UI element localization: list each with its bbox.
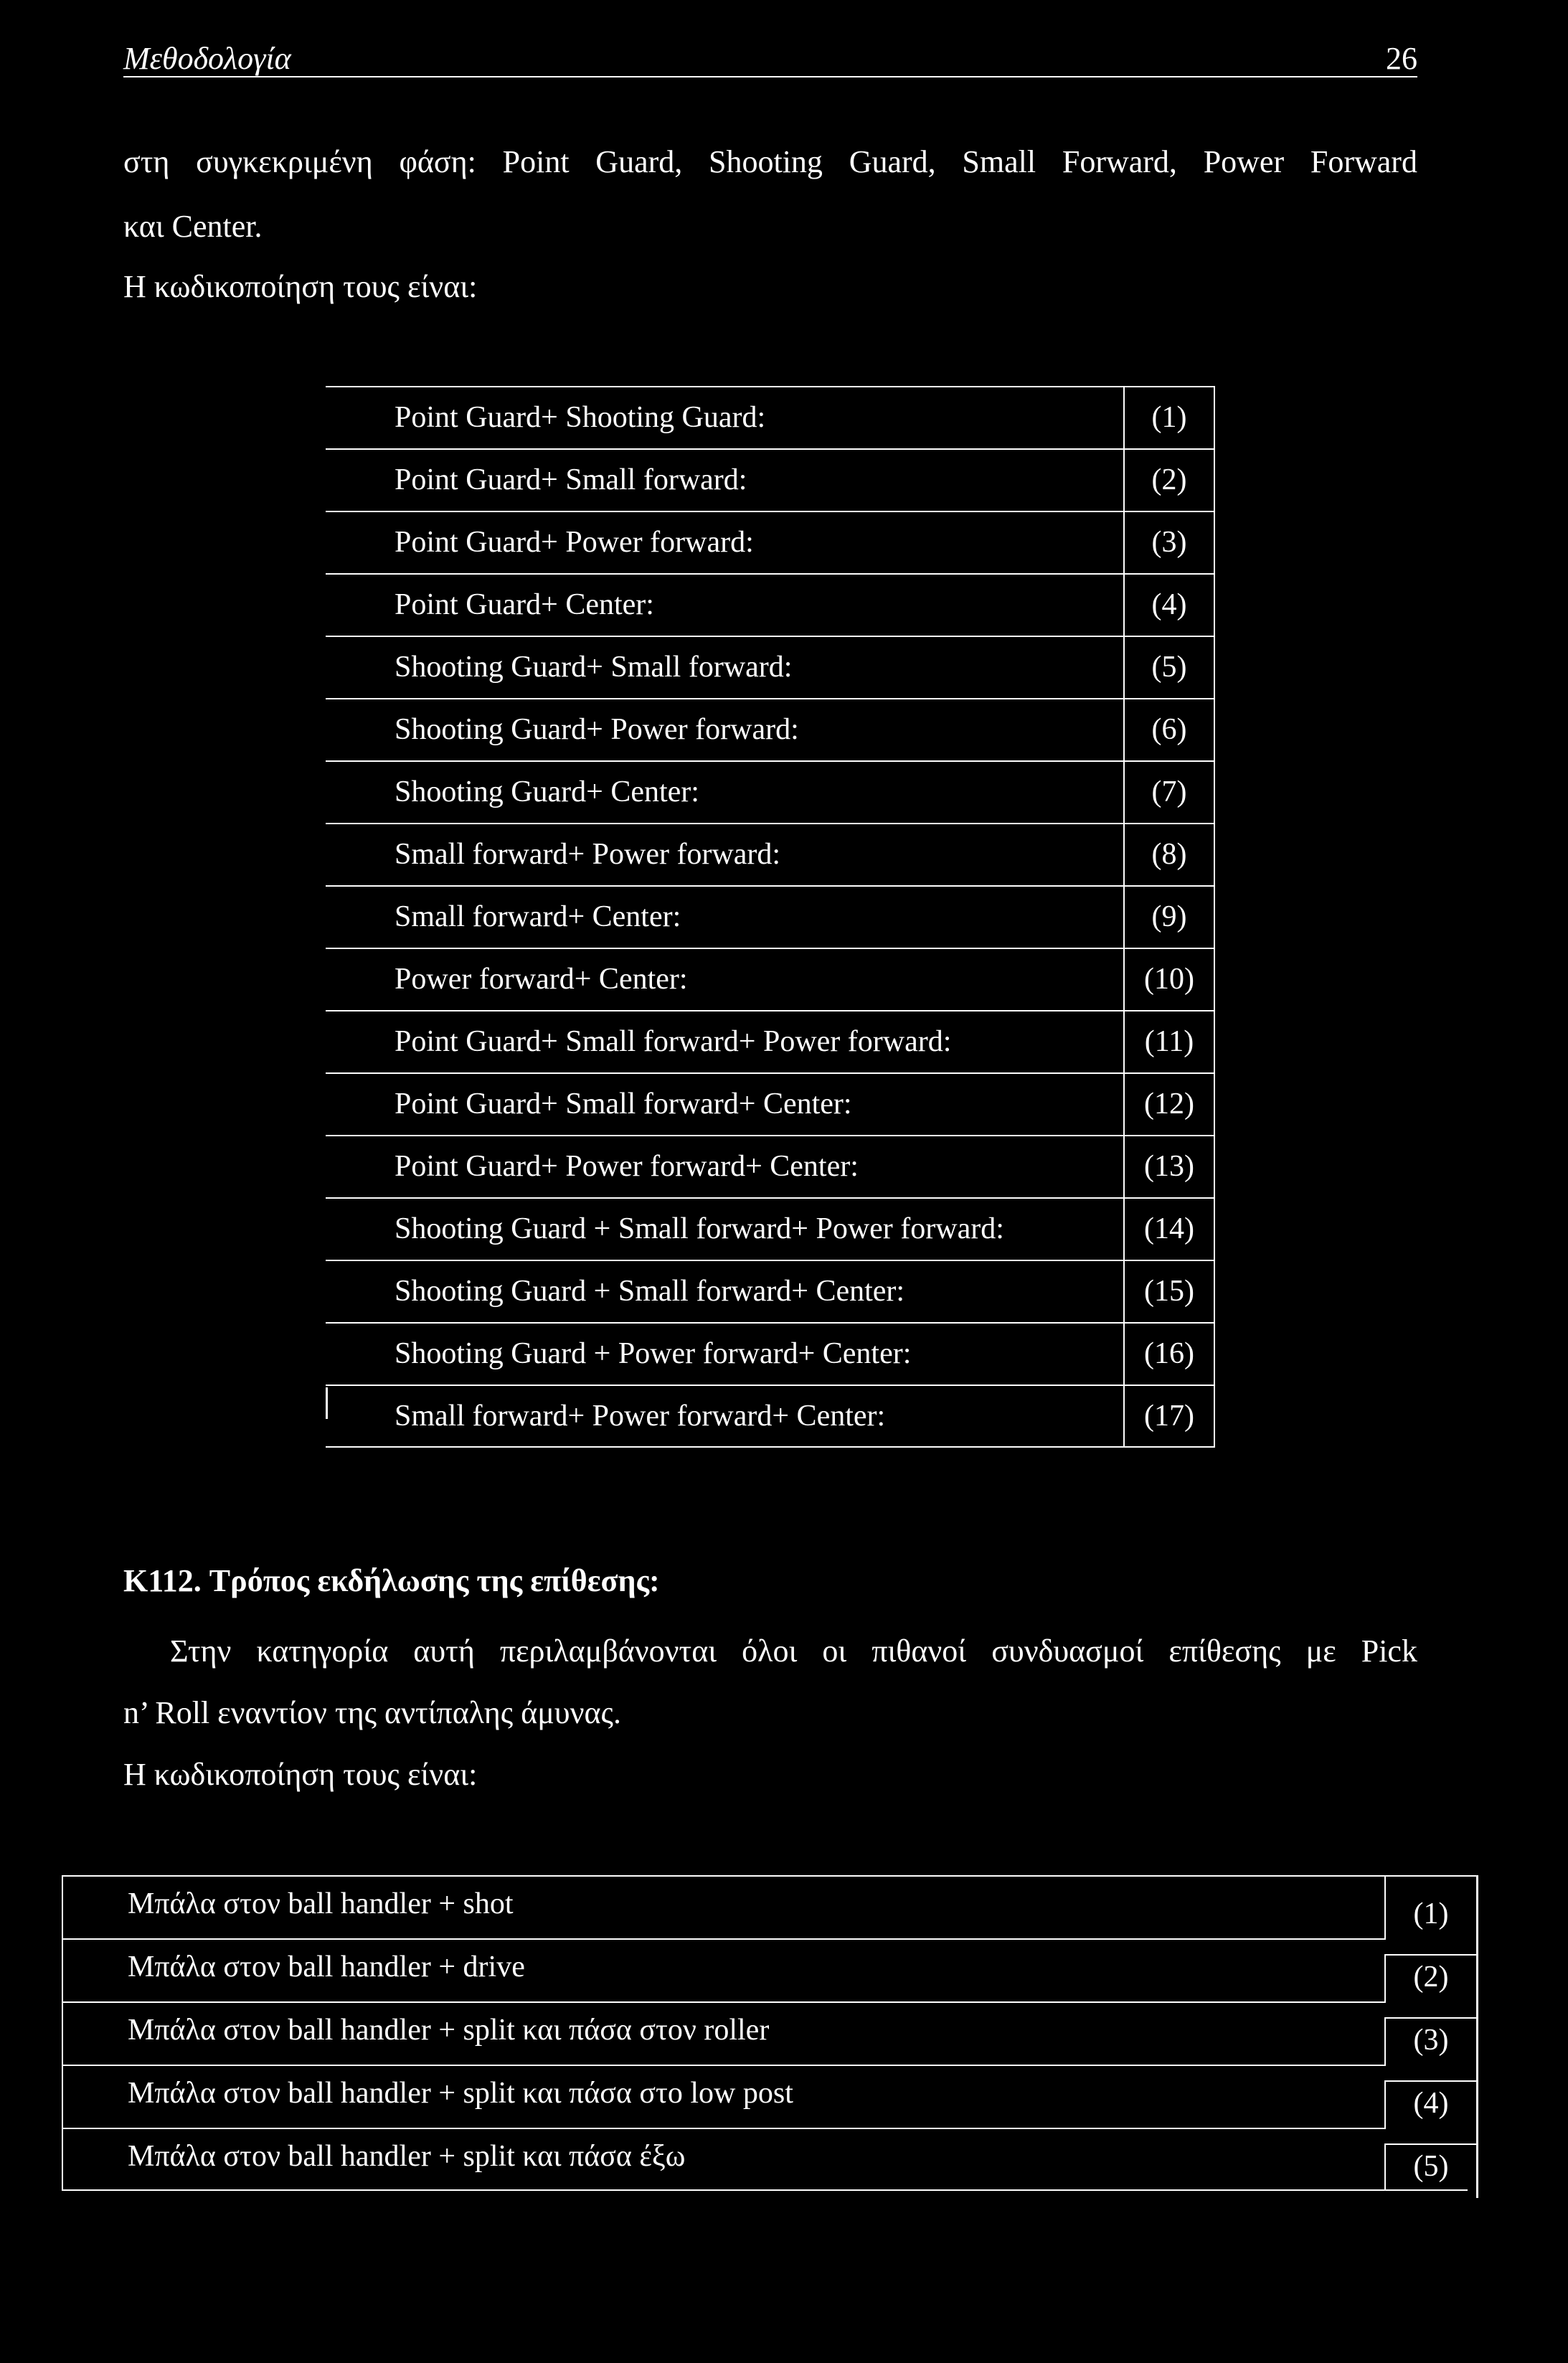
row-code: (2) [1151,463,1187,496]
word: συγκεκριμένη [196,144,373,179]
table-row [326,511,1215,573]
row-code: (9) [1151,900,1187,933]
table-row [326,698,1215,760]
row-divider [326,1322,1215,1324]
table-row [326,948,1215,1010]
intro-paragraph-line1 [123,141,1417,184]
row-label: Shooting Guard+ Center: [395,775,699,808]
row-code: (3) [1413,2024,1449,2057]
row-label: Small forward+ Power forward: [395,838,781,871]
pick-and-roll-coding-table [62,1875,1478,2191]
section-code: K112. [123,1563,202,1598]
section2-paragraph-line1 [170,1630,1417,1673]
row-code: (3) [1151,526,1187,559]
row-label: Shooting Guard + Power forward+ Center: [395,1337,912,1370]
row-divider [326,448,1215,450]
row-code: (11) [1144,1025,1194,1058]
row-code: (8) [1151,838,1187,871]
coding-label-1: Η κωδικοποίηση τους είναι: [123,269,478,304]
row-divider [62,2065,1386,2066]
word: Pick [1361,1633,1417,1669]
row-divider [62,2128,1386,2129]
row-code: (16) [1144,1337,1194,1370]
word: συνδυασμοί [991,1633,1144,1669]
intro-line1-words [123,141,1417,184]
section-title-text: Τρόπος εκδήλωσης της επίθεσης: [209,1563,660,1598]
row-divider [326,1197,1215,1199]
row-label: Point Guard+ Small forward+ Power forward: [395,1025,952,1058]
table-row [326,573,1215,636]
row-label: Μπάλα στον ball handler + split και πάσα στον roller [128,2014,770,2047]
row-label: Μπάλα στον ball handler + drive [128,1951,525,1984]
row-code: (7) [1151,775,1187,808]
table-row [326,1260,1215,1322]
row-divider [326,1135,1215,1136]
row-label: Power forward+ Center: [395,963,688,996]
table-row [326,823,1215,885]
row-label: Point Guard+ Center: [395,588,654,621]
row-label: Point Guard+ Power forward: [395,526,754,559]
row-label: Small forward+ Center: [395,900,681,933]
section2-line1-words [170,1630,1417,1673]
word: Forward, [1062,144,1177,179]
table-row [326,386,1215,448]
row-divider [326,823,1215,824]
row-code: (10) [1144,963,1194,996]
word: Guard, [595,144,683,179]
table-row [326,1010,1215,1072]
row-divider [326,698,1215,699]
row-code: (4) [1151,588,1187,621]
row-label: Point Guard+ Small forward: [395,463,747,496]
row-code: (5) [1151,651,1187,684]
coding-label-2: Η κωδικοποίηση τους είναι: [123,1757,478,1792]
row-code: (2) [1413,1961,1449,1994]
page-number: 26 [1386,41,1417,76]
word: Στην [170,1633,232,1669]
table-row [62,2128,1478,2191]
row-label: Shooting Guard+ Small forward: [395,651,793,684]
word: Forward [1310,144,1417,179]
row-code: (13) [1144,1150,1194,1183]
row-code: (6) [1151,713,1187,746]
table-row [62,1875,1478,1938]
row-divider [326,948,1215,949]
row-code: (4) [1413,2087,1449,2120]
row-label: Μπάλα στον ball handler + split και πάσα στο low post [128,2077,793,2110]
row-label: Point Guard+ Shooting Guard: [395,401,766,434]
word: φάση: [399,144,476,179]
word: Point [502,144,570,179]
section-heading [123,1560,660,1603]
intro-paragraph-line2: και Center. [123,209,263,244]
table-row [62,2065,1478,2128]
running-header-title: Μεθοδολογία [123,41,291,76]
table-row [326,1322,1215,1385]
row-code: (5) [1413,2150,1449,2183]
word: με [1305,1633,1336,1669]
row-divider [326,1072,1215,1074]
row-label: Point Guard+ Power forward+ Center: [395,1150,859,1183]
row-divider [62,1938,1386,1940]
table-row [62,2001,1478,2065]
row-label: Point Guard+ Small forward+ Center: [395,1088,852,1121]
word: Shooting [709,144,823,179]
row-label: Shooting Guard+ Power forward: [395,713,799,746]
table-row [326,448,1215,511]
word: επίθεσης [1168,1633,1281,1669]
row-code: (15) [1144,1275,1194,1308]
row-label: Μπάλα στον ball handler + split και πάσα έξω [128,2140,686,2173]
row-divider [62,2001,1386,2003]
section2-paragraph-line2: n’ Roll εναντίον της αντίπαλης άμυνας. [123,1695,621,1730]
table-row [326,1385,1215,1447]
word: όλοι [742,1633,798,1669]
row-divider [326,386,1215,387]
row-code: (12) [1144,1088,1194,1121]
header-rule [123,76,1417,77]
row-divider [62,1875,1478,1877]
table-row [326,885,1215,948]
row-label: Μπάλα στον ball handler + shot [128,1887,514,1920]
table-row [326,1072,1215,1135]
word: πιθανοί [872,1633,967,1669]
row-divider [326,760,1215,762]
word: Small [962,144,1036,179]
row-label: Shooting Guard + Small forward+ Power forward: [395,1212,1004,1245]
table-row [326,760,1215,823]
row-divider [326,1385,1215,1386]
word: περιλαμβάνονται [499,1633,717,1669]
word: κατηγορία [256,1633,389,1669]
row-divider [326,573,1215,575]
table-row [62,1938,1478,2001]
table-row [326,1197,1215,1260]
row-divider [326,885,1215,887]
word: οι [822,1633,847,1669]
table-row [326,1135,1215,1197]
row-label: Small forward+ Power forward+ Center: [395,1400,886,1433]
word: αυτή [413,1633,475,1669]
row-code: (17) [1144,1400,1194,1433]
row-divider [326,1010,1215,1011]
row-code: (1) [1413,1897,1449,1930]
table-row [326,636,1215,698]
row-label: Shooting Guard + Small forward+ Center: [395,1275,905,1308]
row-divider [326,1260,1215,1261]
row-divider [326,636,1215,637]
row-divider [326,511,1215,512]
word: Guard, [849,144,936,179]
row-code: (1) [1151,401,1187,434]
word: Power [1203,144,1285,179]
row-code: (14) [1144,1212,1194,1245]
word: στη [123,144,170,179]
positions-coding-table [326,386,1215,1448]
